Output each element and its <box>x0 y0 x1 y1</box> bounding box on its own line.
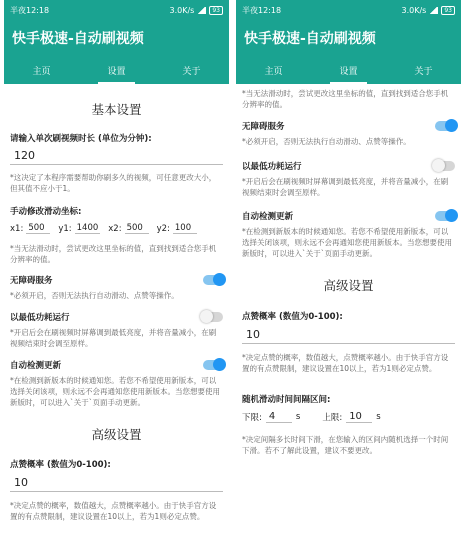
switch-knob <box>445 119 458 132</box>
auto-update-switch[interactable] <box>435 211 455 221</box>
interval-note: *决定间隔多长时间下滑，在您输入的区间内随机选择一个时间下滑。若不了解此设置，建议不要更改。 <box>242 435 449 455</box>
low-power-label: 以最低功耗运行 <box>242 162 302 172</box>
low-power-switch[interactable] <box>435 161 455 171</box>
like-note: *决定点赞的概率，数值越大，点赞概率越小。由于快手官方设置的有点赞限制，建议设置在10以上，若为1则必定点赞。 <box>242 353 449 373</box>
signal-icon <box>197 7 206 14</box>
section-advanced-title: 高级设置 <box>91 427 142 442</box>
low-power-note: *开启后会在刷视频时屏幕调到最低亮度，并将音量减小，在刷视频结束时会调至原样。 <box>10 328 217 348</box>
duration-note: *这决定了本程序需要帮助你刷多久的视频，可任意更改大小，但其值不应小于1。 <box>10 173 217 193</box>
auto-update-row <box>10 359 223 371</box>
tab-home[interactable]: 主页 <box>264 66 283 77</box>
auto-update-label: 自动检测更新 <box>10 361 62 371</box>
tab-settings[interactable]: 设置 <box>311 56 386 84</box>
settings-content <box>4 84 229 547</box>
app-title: 快手极速-自动刷视频 <box>4 20 229 56</box>
section-advanced-title: 高级设置 <box>323 278 374 293</box>
y1-input[interactable]: 1400 <box>76 223 99 233</box>
tab-bar <box>236 56 461 84</box>
switch-knob <box>213 273 226 286</box>
coords-label: 手动修改滑动坐标: <box>10 207 82 217</box>
like-input[interactable]: 10 <box>242 326 455 344</box>
settings-content-scrolled <box>236 84 461 547</box>
battery-icon: 93 <box>441 6 455 15</box>
status-time: 半夜12:18 <box>10 5 50 15</box>
a11y-row <box>10 274 223 286</box>
low-power-row <box>242 160 455 172</box>
switch-knob <box>432 159 445 172</box>
status-bar <box>236 0 461 20</box>
tab-settings[interactable]: 设置 <box>79 56 154 84</box>
x1-label: x1: <box>10 223 24 234</box>
auto-update-switch[interactable] <box>203 360 223 370</box>
a11y-switch[interactable] <box>435 121 455 131</box>
status-time: 半夜12:18 <box>242 5 282 15</box>
auto-update-note: *在检测到新版本的时候通知您。若您不希望使用新版本，可以选择关闭该项，则永远不会再通知您使用新版本。当您想要使用新版时，可以进入`关于`页面手动更新。 <box>242 227 452 258</box>
y1-label: y1: <box>58 223 72 234</box>
tab-home[interactable]: 主页 <box>32 66 51 77</box>
low-power-row <box>10 311 223 323</box>
duration-label: 请输入单次刷视频时长 (单位为分钟): <box>10 134 152 144</box>
a11y-switch[interactable] <box>203 275 223 285</box>
lower-unit: s <box>295 412 301 422</box>
y2-input[interactable]: 100 <box>173 223 197 234</box>
like-label: 点赞概率 (数值为0-100): <box>10 460 111 470</box>
like-input[interactable]: 10 <box>10 474 223 492</box>
switch-knob <box>445 209 458 222</box>
tab-about[interactable]: 关于 <box>414 66 433 77</box>
coords-note: *当无法滑动时，尝试更改这里坐标的值，直到找到适合您手机分辨率的值。 <box>10 244 217 264</box>
screen-left <box>4 0 229 547</box>
coords-note: *当无法滑动时，尝试更改这里坐标的值，直到找到适合您手机分辨率的值。 <box>242 89 449 109</box>
tab-bar <box>4 56 229 84</box>
y2-label: y2: <box>156 223 170 234</box>
a11y-label: 无障碍服务 <box>10 276 53 286</box>
lower-label: 下限: <box>242 413 262 423</box>
lower-input[interactable]: 4 <box>266 411 292 423</box>
auto-update-note: *在检测到新版本的时候通知您。若您不希望使用新版本，可以选择关闭该项，则永远不会再通知您使用新版本。当您想要使用新版时，可以进入`关于`页面手动更新。 <box>10 376 220 407</box>
network-speed: 3.0K/s <box>401 5 427 15</box>
a11y-note: *必须开启，否则无法执行自动滑动、点赞等操作。 <box>242 137 411 146</box>
network-speed: 3.0K/s <box>169 5 195 15</box>
low-power-switch[interactable] <box>203 312 223 322</box>
duration-input[interactable]: 120 <box>10 147 223 165</box>
battery-icon: 93 <box>209 6 223 15</box>
like-label: 点赞概率 (数值为0-100): <box>242 312 343 322</box>
x2-label: x2: <box>108 223 122 234</box>
a11y-row <box>242 120 455 132</box>
switch-knob <box>200 310 213 323</box>
upper-label: 上限: <box>322 413 343 423</box>
screen-right <box>236 0 461 547</box>
auto-update-row <box>242 210 455 222</box>
section-basic-title: 基本设置 <box>91 102 142 117</box>
like-note: *决定点赞的概率，数值越大，点赞概率越小。由于快手官方设置的有点赞限制，建议设置在10以上，若为1则必定点赞。 <box>10 501 217 521</box>
coords-row <box>10 223 223 234</box>
x2-input[interactable]: 500 <box>125 223 149 234</box>
a11y-label: 无障碍服务 <box>242 122 285 132</box>
x1-input[interactable]: 500 <box>26 223 50 234</box>
interval-label: 随机滑动时间间隔区间: <box>242 395 331 405</box>
upper-input[interactable]: 10 <box>346 411 372 423</box>
a11y-note: *必须开启，否则无法执行自动滑动、点赞等操作。 <box>10 291 179 300</box>
tab-about[interactable]: 关于 <box>182 66 201 77</box>
low-power-label: 以最低功耗运行 <box>10 313 70 323</box>
status-bar <box>4 0 229 20</box>
signal-icon <box>429 7 438 14</box>
auto-update-label: 自动检测更新 <box>242 212 294 222</box>
upper-unit: s <box>376 412 381 422</box>
low-power-note: *开启后会在刷视频时屏幕调到最低亮度，并将音量减小，在刷视频结束时会调至原样。 <box>242 177 449 197</box>
app-title: 快手极速-自动刷视频 <box>236 20 461 56</box>
switch-knob <box>213 358 226 371</box>
interval-row <box>242 411 455 423</box>
